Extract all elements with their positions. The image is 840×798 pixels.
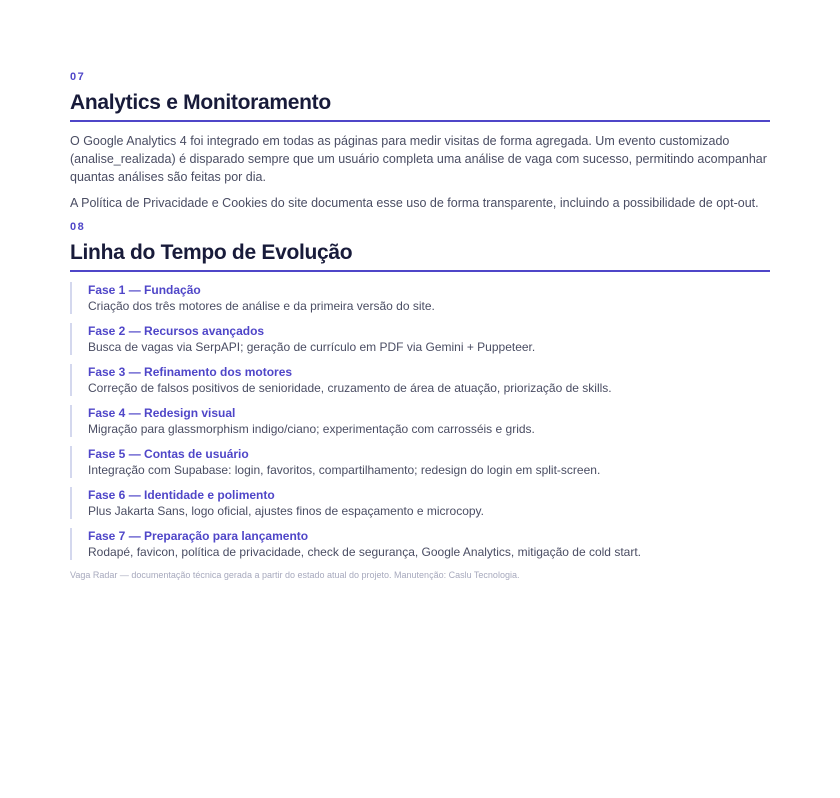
- phase-title: Fase 6 — Identidade e polimento: [88, 488, 275, 502]
- timeline-item: [70, 282, 770, 314]
- paragraph: O Google Analytics 4 foi integrado em todas as páginas para medir visitas de forma agregada. Um evento customizado (analise_realizada) é disparado sempre que um usuário completa uma análise de vaga com sucesso, permitindo acompanhar quantas análises são feitas por dia.: [70, 134, 767, 184]
- section-body: [70, 132, 770, 212]
- document-footer: Vaga Radar — documentação técnica gerada a partir do estado atual do projeto. Manutenção: Caslu Tecnologia.: [70, 570, 520, 580]
- paragraph: A Política de Privacidade e Cookies do site documenta esse uso de forma transparente, incluindo a possibilidade de opt-out.: [70, 196, 759, 210]
- phase-description: Criação dos três motores de análise e da primeira versão do site.: [88, 299, 435, 313]
- section-timeline: [70, 220, 770, 560]
- phase-description: Busca de vagas via SerpAPI; geração de currículo em PDF via Gemini + Puppeteer.: [88, 340, 536, 354]
- timeline-item: [70, 323, 770, 355]
- timeline-item: [70, 487, 770, 519]
- phase-description: Correção de falsos positivos de senioridade, cruzamento de área de atuação, priorização de skills.: [88, 381, 612, 395]
- phase-title: Fase 3 — Refinamento dos motores: [88, 365, 293, 379]
- section-title: Linha do Tempo de Evolução: [70, 240, 770, 272]
- phase-title: Fase 1 — Fundação: [88, 283, 201, 297]
- section-number: 07: [70, 71, 86, 83]
- phase-description: Rodapé, favicon, política de privacidade, check de segurança, Google Analytics, mitigação de cold start.: [88, 545, 641, 559]
- timeline-item: [70, 446, 770, 478]
- timeline-item: [70, 528, 770, 560]
- section-title: Analytics e Monitoramento: [70, 90, 770, 122]
- section-number: 08: [70, 221, 86, 233]
- phase-title: Fase 2 — Recursos avançados: [88, 324, 265, 338]
- section-analytics: [70, 70, 770, 212]
- timeline-item: [70, 405, 770, 437]
- timeline-item: [70, 364, 770, 396]
- phase-description: Integração com Supabase: login, favoritos, compartilhamento; redesign do login em split-screen.: [88, 463, 601, 477]
- phase-description: Migração para glassmorphism indigo/ciano; experimentação com carrosséis e grids.: [88, 422, 535, 436]
- phase-title: Fase 4 — Redesign visual: [88, 406, 236, 420]
- document-page: [70, 70, 770, 581]
- phase-description: Plus Jakarta Sans, logo oficial, ajustes finos de espaçamento e microcopy.: [88, 504, 484, 518]
- phase-title: Fase 5 — Contas de usuário: [88, 447, 249, 461]
- timeline: [70, 282, 770, 560]
- phase-title: Fase 7 — Preparação para lançamento: [88, 529, 309, 543]
